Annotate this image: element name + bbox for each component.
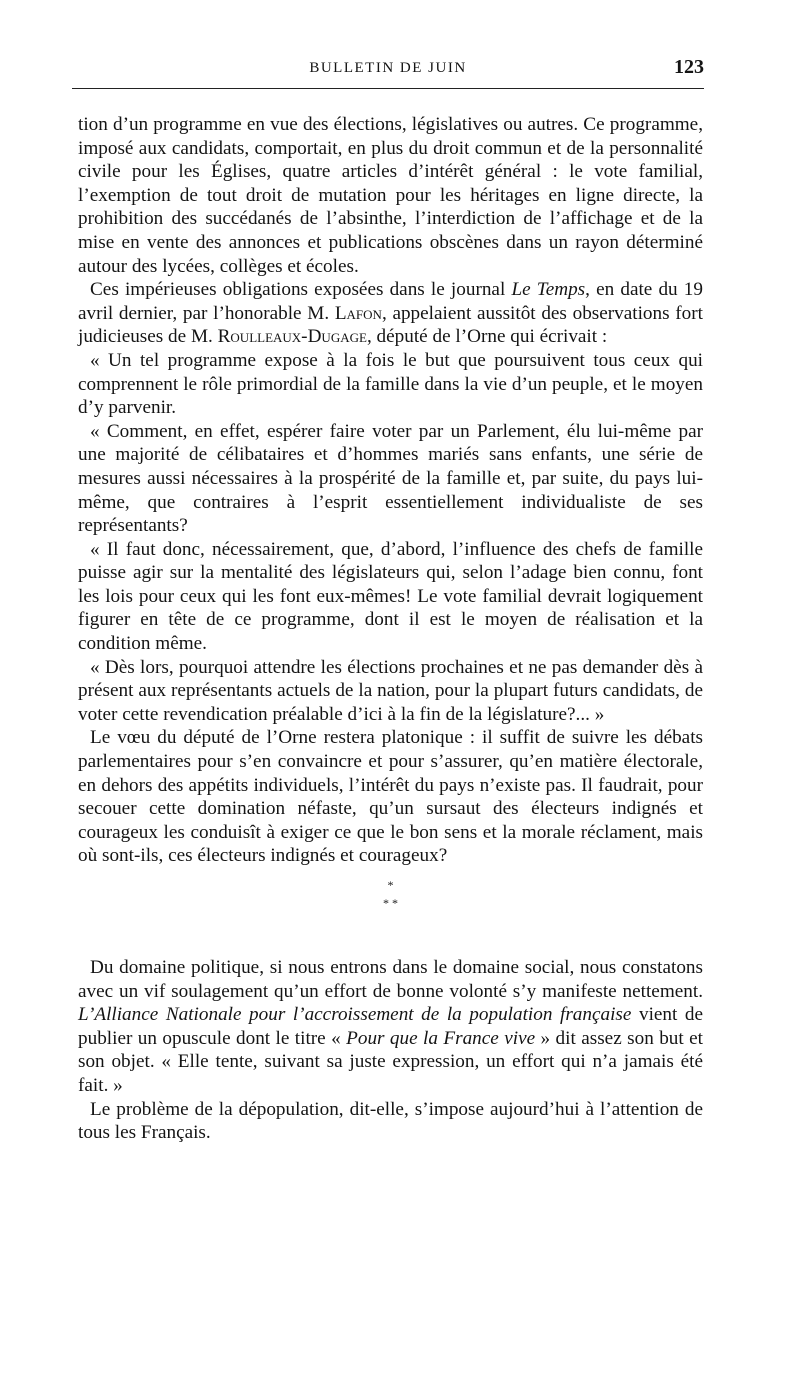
person-name: Roulleaux-Dugage — [217, 326, 367, 348]
paragraph-commentary: Le vœu du député de l’Orne restera platonique : il suffit de suivre les débats parlementaires pour s’en convaincre et pour s’assurer, qu’en matière électorale, en dehors des appétits individuels, l’intérêt du pays n’existe pas. Il faudrait, pour secouer cette domination néfaste, qu’un sursaut des électeurs indignés et courageux les conduisît à exiger ce que le bon sens et la morale réclament, mais où sont-ils, ces électeurs indignés et courageux? — [78, 727, 703, 867]
asterisks-bottom: * * — [383, 896, 398, 910]
text-run: Du domaine politique, si nous entrons dans le domaine social, nous constatons avec un vif soulagement qu’un effort de bonne volonté s’y manifeste nettement. — [78, 957, 703, 1002]
quote-paragraph: « Dès lors, pourquoi attendre les élections prochaines et ne pas demander dès à présent aux représentants actuels de la nation, pour la plupart futurs candidats, de voter cette revendication préalable d’ici à la fin de la législature?... » — [78, 656, 703, 725]
quote-paragraph: « Un tel programme expose à la fois le but que poursuivent tous ceux qui comprennent le rôle primordial de la famille dans la vie d’un peuple, et le moyen d’y parvenir. — [78, 349, 703, 419]
organization-name: L’Alliance Nationale pour l’accroissement de la population française — [78, 1004, 632, 1026]
text-run: » dit assez son but et son objet. « Elle tente, suivant sa juste expression, un effort qui n’a jamais été fait. » — [78, 1027, 703, 1096]
asterisk-top: * — [387, 878, 394, 892]
quote-paragraph: « Comment, en effet, espérer faire voter par un Parlement, élu lui-même par une majorité de célibataires et d’hommes mariés sans enfants, une série de mesures aussi nécessaires à la prospérité de la famille et, par suite, du pays lui-même, que contraires à l’esprit essentiellement individualiste de ses représentants? — [78, 420, 703, 537]
section-gap — [78, 916, 703, 956]
paragraph-depopulation: Le problème de la dépopulation, dit-elle, s’impose aujourd’hui à l’attention de tous les Français. — [78, 1098, 703, 1144]
paragraph-continuation: tion d’un programme en vue des élections, législatives ou autres. Ce programme, imposé aux candidats, comportait, en plus du droit commun et de la personnalité civile pour les Églises, quatre articles d’intérêt général : le vote familial, l’exemption de tout droit de mutation pour les héritages en ligne directe, la prohibition des succédanés de l’absinthe, l’interdiction de l’affichage et de la mise en vente des annonces et publications obscènes dans un rayon déterminé autour des lycées, collèges et écoles. — [78, 114, 703, 277]
page-number: 123 — [674, 56, 704, 78]
text-run: , en date du 19 avril dernier, par l’honorable M. — [78, 279, 703, 324]
paragraph-obligations — [78, 278, 703, 349]
page-header — [72, 54, 704, 89]
text-run: vient de publier un opuscule dont le titre « — [78, 1004, 703, 1049]
text-run: , appelaient aussitôt des observations fort judicieuses de M. — [78, 302, 703, 348]
text-run: Ces impérieuses obligations exposées dans le journal — [90, 279, 512, 301]
running-title: BULLETIN DE JUIN — [309, 60, 467, 76]
person-name: Lafon — [334, 302, 382, 324]
quote-paragraph: « Il faut donc, nécessairement, que, d’abord, l’influence des chefs de famille puisse agir sur la mentalité des législateurs qui, selon l’adage bien connu, font les lois pour ceux qui les font eux-mêmes! Le vote familial devrait logiquement figurer en tête de ce programme, dont il est le moyen de réalisation et la condition même. — [78, 538, 703, 655]
section-separator — [78, 868, 703, 916]
page-body — [78, 113, 703, 1145]
newspaper-title: Le Temps — [511, 279, 586, 301]
text-run: , député de l’Orne qui écrivait : — [366, 326, 608, 348]
paragraph-social — [78, 956, 703, 1098]
booklet-title: Pour que la France vive — [346, 1027, 536, 1049]
